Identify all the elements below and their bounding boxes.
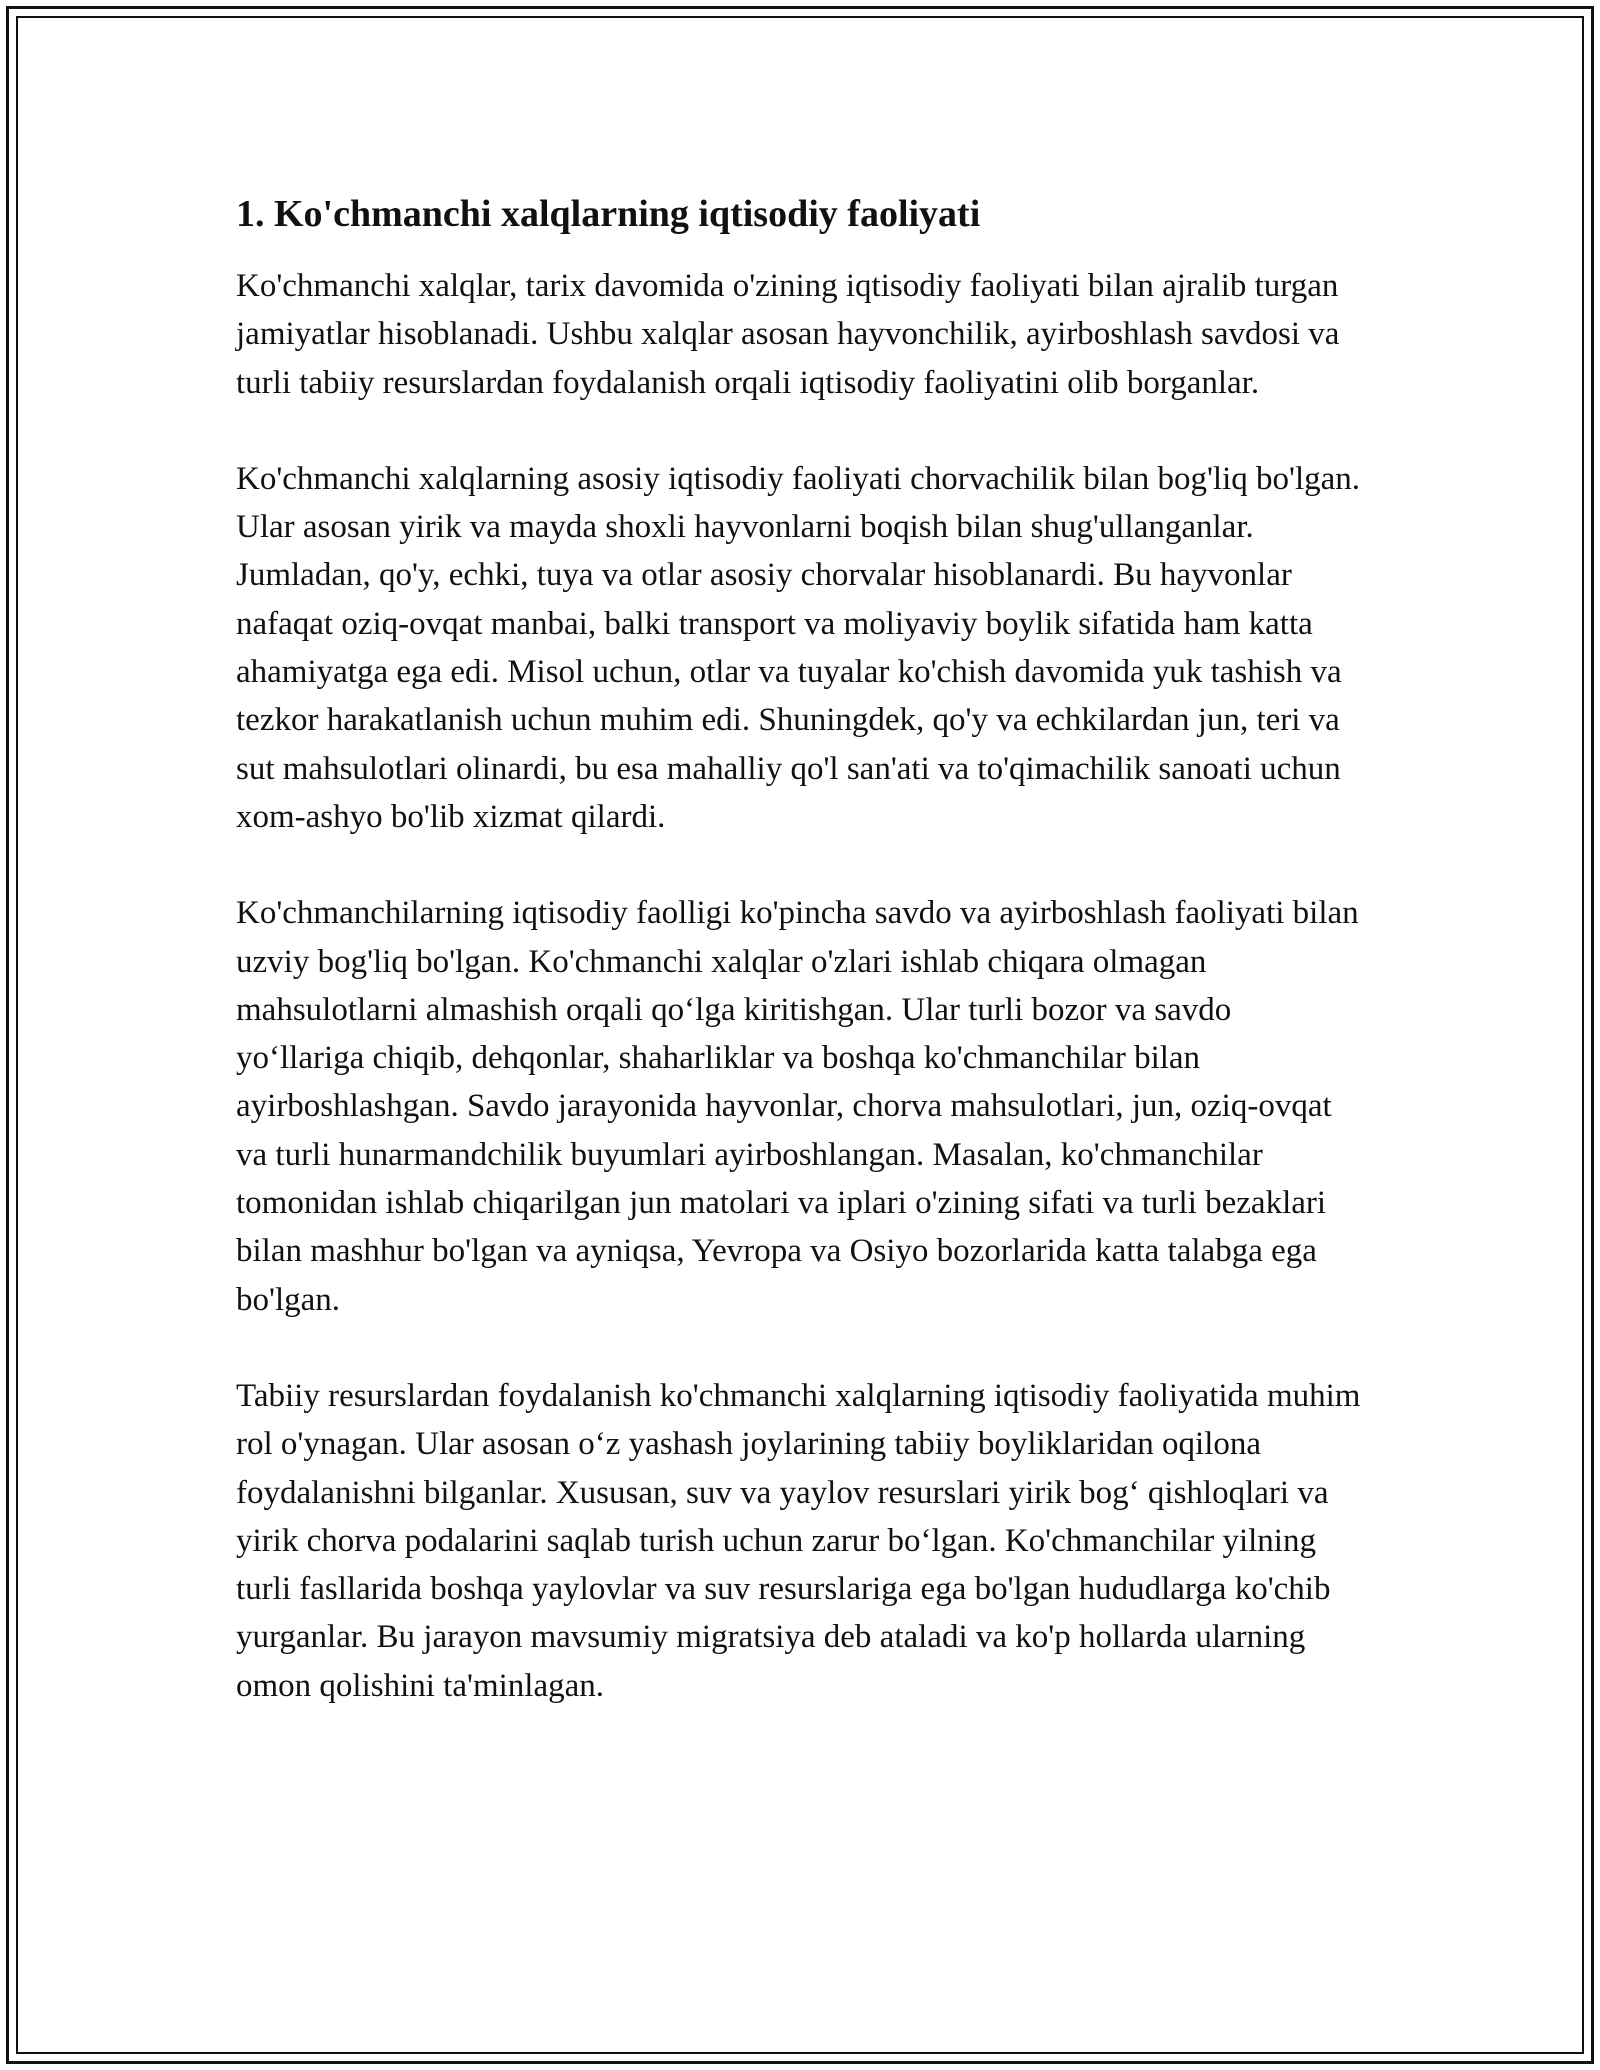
section-heading: 1. Ko'chmanchi xalqlarning iqtisodiy faoliyati (236, 193, 981, 235)
paragraph-trade: Ko'chmanchilarning iqtisodiy faolligi ko'pincha savdo va ayirboshlash faoliyati bilan uzviy bog'liq bo'lgan. Ko'chmanchi xalqlar o'zlari ishlab chiqara olmagan mahsulotlarni almashish orqali qo‘lga kiritishgan. Ular turli bozor va savdo yo‘llariga chiqib, dehqonlar, shaharliklar va boshqa ko'chmanchilar bilan ayirboshlashgan. Savdo jarayonida hayvonlar, chorva mahsulotlari, jun, oziq-ovqat va turli hunarmandchilik buyumlari ayirboshlangan. Masalan, ko'chmanchilar tomonidan ishlab chiqarilgan jun matolari va iplari o'zining sifati va turli bezaklari bilan mashhur bo'lgan va ayniqsa, Yevropa va Osiyo bozorlarida katta talabga ega bo'lgan. (236, 895, 1359, 1318)
document-body (236, 190, 1366, 1758)
paragraph-intro: Ko'chmanchi xalqlar, tarix davomida o'zining iqtisodiy faoliyati bilan ajralib turgan jamiyatlar hisoblanadi. Ushbu xalqlar asosan hayvonchilik, ayirboshlash savdosi va turli tabiiy resurslardan foydalanish orqali iqtisodiy faoliyatini olib borganlar. (236, 268, 1340, 401)
paragraph-livestock: Ko'chmanchi xalqlarning asosiy iqtisodiy faoliyati chorvachilik bilan bog'liq bo'lgan. Ular asosan yirik va mayda shoxli hayvonlarni boqish bilan shug'ullanganlar. Jumladan, qo'y, echki, tuya va otlar asosiy chorvalar hisoblanardi. Bu hayvonlar nafaqat oziq-ovqat manbai, balki transport va moliyaviy boylik sifatida ham katta ahamiyatga ega edi. Misol uchun, otlar va tuyalar ko'chish davomida yuk tashish va tezkor harakatlanish uchun muhim edi. Shuningdek, qo'y va echkilardan jun, teri va sut mahsulotlari olinardi, bu esa mahalliy qo'l san'ati va to'qimachilik sanoati uchun xom-ashyo bo'lib xizmat qilardi. (236, 460, 1361, 835)
paragraph-natural-resources: Tabiiy resurslardan foydalanish ko'chmanchi xalqlarning iqtisodiy faoliyatida muhim rol o'ynagan. Ular asosan o‘z yashash joylarining tabiiy boyliklaridan oqilona foydalanishni bilganlar. Xususan, suv va yaylov resurslari yirik bog‘ qishloqlari va yirik chorva podalarini saqlab turish uchun zarur bo‘lgan. Ko'chmanchilar yilning turli fasllarida boshqa yaylovlar va suv resurslariga ega bo'lgan hududlarga ko'chib yurganlar. Bu jarayon mavsumiy migratsiya deb ataladi va ko'p hollarda ularning omon qolishini ta'minlagan. (236, 1377, 1361, 1704)
